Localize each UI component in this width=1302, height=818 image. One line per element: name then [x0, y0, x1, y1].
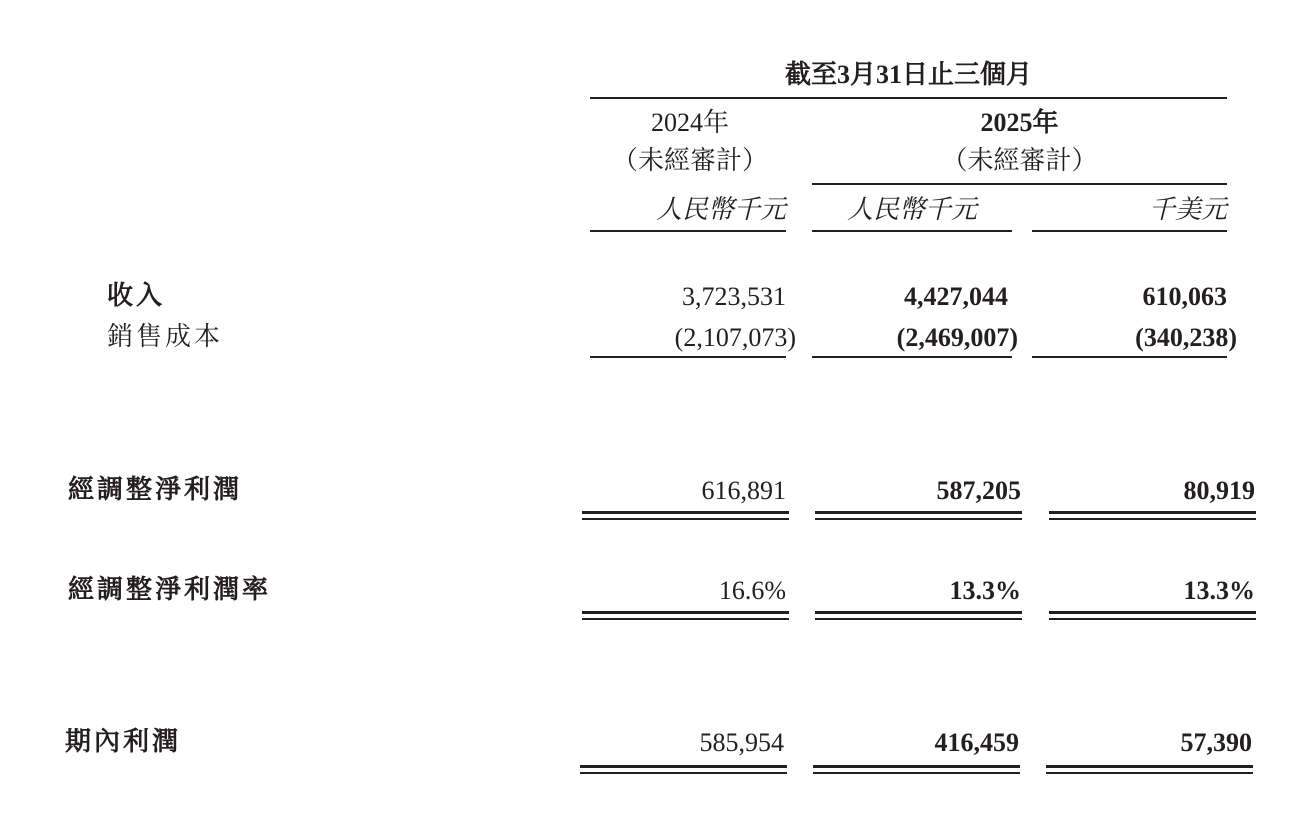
- profit-2025: 416,459: [934, 728, 1019, 757]
- profit-dbl-bot-2024: [580, 772, 787, 774]
- col-2024-audit: （未經審計）: [611, 146, 768, 175]
- adj-profit-dbl-top-usd: [1049, 511, 1256, 514]
- adj-margin-2025: 13.3%: [949, 576, 1021, 605]
- adj-margin-dbl-bot-2025: [815, 618, 1022, 620]
- revenue-2024: 3,723,531: [682, 282, 786, 311]
- header-rule: [590, 97, 1227, 99]
- adj-profit-dbl-top-2024: [582, 511, 789, 514]
- row-label-adjusted-net-margin: 經調整淨利潤率: [68, 575, 272, 605]
- unit-rmb-2025: 人民幣千元: [846, 195, 977, 224]
- profit-dbl-bot-2025: [813, 772, 1020, 774]
- adj-profit-usd: 80,919: [1183, 476, 1255, 505]
- adj-margin-dbl-top-2025: [815, 611, 1022, 614]
- period-header: 截至3月31日止三個月: [784, 60, 1032, 89]
- unit-usd: 千美元: [1148, 195, 1227, 224]
- row-label-adjusted-net-profit: 經調整淨利潤: [68, 475, 243, 505]
- unit-rule-2024: [590, 230, 786, 232]
- adj-profit-2024: 616,891: [701, 476, 786, 505]
- adj-profit-dbl-bot-2025: [815, 518, 1022, 520]
- adj-margin-usd: 13.3%: [1183, 576, 1255, 605]
- cost-usd: (340,238): [1135, 323, 1237, 352]
- adj-margin-dbl-top-usd: [1049, 611, 1256, 614]
- profit-dbl-top-usd: [1046, 765, 1253, 768]
- cost-rule-usd: [1032, 356, 1227, 358]
- col-2025-audit: （未經審計）: [941, 146, 1098, 175]
- cost-2025: (2,469,007): [896, 323, 1018, 352]
- col-2025-rule: [812, 183, 1227, 185]
- unit-rule-usd: [1032, 230, 1227, 232]
- profit-2024: 585,954: [699, 728, 784, 757]
- adj-margin-dbl-top-2024: [582, 611, 789, 614]
- profit-dbl-top-2025: [813, 765, 1020, 768]
- col-2024-year: 2024年: [650, 108, 729, 137]
- row-label-cost-of-sales: 銷售成本: [107, 322, 224, 352]
- profit-dbl-top-2024: [580, 765, 787, 768]
- cost-rule-2025: [812, 356, 1012, 358]
- adj-profit-2025: 587,205: [936, 476, 1021, 505]
- adj-margin-dbl-bot-usd: [1049, 618, 1256, 620]
- row-label-revenue: 收入: [107, 281, 166, 311]
- profit-usd: 57,390: [1180, 728, 1252, 757]
- cost-rule-2024: [590, 356, 786, 358]
- adj-profit-dbl-bot-usd: [1049, 518, 1256, 520]
- unit-rmb-2024: 人民幣千元: [655, 195, 786, 224]
- revenue-usd: 610,063: [1142, 282, 1227, 311]
- adj-profit-dbl-bot-2024: [582, 518, 789, 520]
- unit-rule-2025: [812, 230, 1012, 232]
- adj-margin-dbl-bot-2024: [582, 618, 789, 620]
- row-label-profit-for-period: 期內利潤: [65, 727, 182, 757]
- adj-profit-dbl-top-2025: [815, 511, 1022, 514]
- profit-dbl-bot-usd: [1046, 772, 1253, 774]
- col-2025-year: 2025年: [980, 108, 1059, 137]
- adj-margin-2024: 16.6%: [718, 576, 786, 605]
- revenue-2025: 4,427,044: [904, 282, 1008, 311]
- cost-2024: (2,107,073): [674, 323, 796, 352]
